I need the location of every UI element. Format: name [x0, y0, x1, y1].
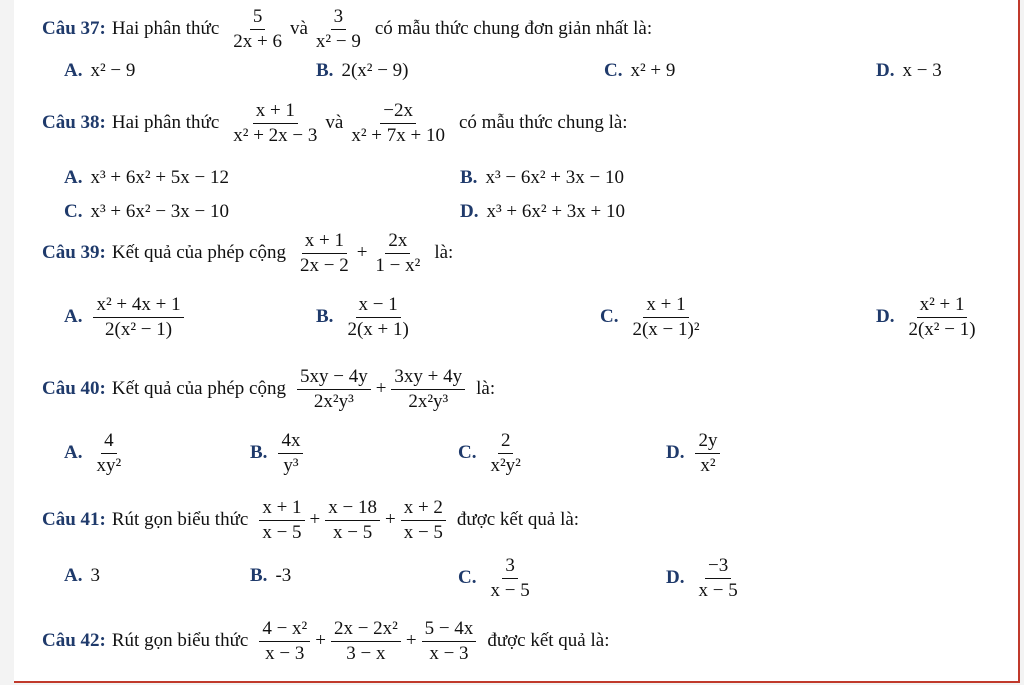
numerator: 4: [101, 430, 117, 454]
option-fraction: [93, 430, 124, 477]
option-38-a[interactable]: [64, 167, 229, 189]
option-label: D.: [666, 442, 685, 464]
option-label: B.: [250, 565, 268, 586]
denominator: 2x + 6: [233, 30, 282, 52]
question-tail: là:: [476, 378, 496, 400]
option-text: x − 3: [902, 60, 942, 81]
denominator: y³: [283, 454, 299, 476]
option-38-b[interactable]: [460, 167, 624, 189]
option-label: A.: [64, 167, 83, 188]
numerator: x + 1: [253, 100, 298, 124]
fraction-2: [391, 366, 465, 413]
option-37-b[interactable]: [316, 60, 409, 82]
option-fraction: [695, 430, 720, 477]
denominator: x²y²: [490, 454, 521, 476]
option-38-d[interactable]: [460, 201, 625, 223]
numerator: 5xy − 4y: [297, 366, 371, 390]
fraction-3: [422, 618, 477, 665]
option-fraction: [93, 294, 183, 341]
option-label: A.: [64, 565, 83, 586]
option-label: C.: [64, 201, 83, 222]
denominator: 3 − x: [346, 642, 386, 664]
option-41-b[interactable]: [250, 565, 291, 587]
denominator: x − 5: [403, 521, 443, 543]
denominator: x² + 7x + 10: [351, 124, 445, 146]
numerator: −3: [705, 555, 731, 579]
fraction-3: [401, 497, 446, 544]
numerator: 5 − 4x: [422, 618, 477, 642]
option-39-d[interactable]: [876, 294, 982, 341]
option-text: -3: [275, 565, 292, 586]
option-label: A.: [64, 442, 83, 464]
question-41: [42, 497, 579, 544]
numerator: x² + 1: [917, 294, 968, 318]
numerator: 3xy + 4y: [391, 366, 465, 390]
option-39-a[interactable]: [64, 294, 187, 341]
fraction-1: [297, 366, 371, 413]
question-40: [42, 366, 495, 413]
denominator: 2x²y³: [408, 390, 449, 412]
numerator: −2x: [380, 100, 416, 124]
fraction-1: [230, 100, 320, 147]
question-tail: có mẫu thức chung là:: [458, 112, 628, 134]
denominator: 2(x + 1): [347, 318, 409, 340]
option-label: A.: [64, 60, 83, 81]
numerator: 2x: [385, 230, 410, 254]
question-text: Kết quả của phép cộng: [111, 242, 286, 264]
option-label: C.: [600, 306, 619, 328]
denominator: 2(x² − 1): [908, 318, 976, 340]
option-39-b[interactable]: [316, 294, 415, 341]
connector: và: [325, 112, 344, 134]
option-40-a[interactable]: [64, 430, 127, 477]
question-42: [42, 618, 609, 665]
option-text: x² + 9: [630, 60, 676, 81]
question-label: Câu 37:: [42, 18, 106, 40]
option-41-a[interactable]: [64, 565, 100, 587]
question-text: Kết quả của phép cộng: [111, 378, 286, 400]
denominator: x − 5: [262, 521, 302, 543]
option-fraction: [905, 294, 978, 341]
fraction-2: [325, 497, 380, 544]
connector: +: [309, 509, 321, 531]
numerator: 2y: [695, 430, 720, 454]
question-text: Rút gọn biểu thức: [111, 630, 249, 652]
option-37-a[interactable]: [64, 60, 135, 82]
option-fraction: [344, 294, 411, 341]
fraction-2: [348, 100, 448, 147]
question-label: Câu 42:: [42, 630, 106, 652]
option-label: B.: [250, 442, 268, 464]
numerator: 3: [502, 555, 518, 579]
question-tail: có mẫu thức chung đơn giản nhất là:: [374, 18, 653, 40]
question-label: Câu 41:: [42, 509, 106, 531]
numerator: x² + 4x + 1: [93, 294, 183, 318]
denominator: 1 − x²: [375, 254, 421, 276]
option-41-d[interactable]: [666, 555, 744, 602]
question-label: Câu 38:: [42, 112, 106, 134]
denominator: 2x − 2: [299, 254, 349, 276]
numerator: 2x − 2x²: [331, 618, 401, 642]
option-fraction: [278, 430, 303, 477]
denominator: x² + 2x − 3: [233, 124, 318, 146]
numerator: 5: [250, 6, 266, 30]
option-label: A.: [64, 306, 83, 328]
option-fraction: [487, 430, 523, 477]
option-label: C.: [458, 442, 477, 464]
option-label: D.: [876, 60, 895, 81]
denominator: x − 3: [265, 642, 305, 664]
option-40-d[interactable]: [666, 430, 723, 477]
fraction-2: [331, 618, 401, 665]
numerator: x + 2: [401, 497, 446, 521]
connector: +: [384, 509, 396, 531]
connector: +: [356, 242, 368, 264]
question-tail: là:: [434, 242, 454, 264]
numerator: x + 1: [643, 294, 688, 318]
option-text: 2(x² − 9): [341, 60, 409, 81]
option-label: B.: [316, 306, 334, 328]
option-37-c[interactable]: [604, 60, 675, 82]
fraction-1: [230, 6, 285, 53]
option-text: x² − 9: [90, 60, 136, 81]
denominator: 2(x − 1)²: [632, 318, 700, 340]
option-text: x³ + 6x² + 5x − 12: [90, 167, 230, 188]
numerator: 2: [498, 430, 514, 454]
option-text: x³ + 6x² − 3x − 10: [90, 201, 230, 222]
denominator: x² − 9: [315, 30, 361, 52]
fraction-1: [259, 618, 310, 665]
option-text: x³ − 6x² + 3x − 10: [485, 167, 624, 188]
denominator: x²: [700, 454, 716, 476]
question-39: [42, 230, 453, 277]
fraction-2: [313, 6, 364, 53]
denominator: x − 5: [490, 579, 530, 601]
option-40-b[interactable]: [250, 430, 306, 477]
numerator: x − 1: [356, 294, 401, 318]
connector: +: [375, 378, 387, 400]
option-39-c[interactable]: [600, 294, 706, 341]
option-37-d[interactable]: [876, 60, 942, 82]
question-tail: được kết quả là:: [487, 630, 610, 652]
numerator: 4x: [278, 430, 303, 454]
numerator: x − 18: [325, 497, 380, 521]
option-fraction: [695, 555, 740, 602]
fraction-2: [372, 230, 423, 277]
connector: +: [315, 630, 326, 652]
option-fraction: [487, 555, 532, 602]
option-label: C.: [458, 567, 477, 589]
question-label: Câu 39:: [42, 242, 106, 264]
numerator: x + 1: [302, 230, 347, 254]
option-40-c[interactable]: [458, 430, 527, 477]
question-text: Rút gọn biểu thức: [111, 509, 249, 531]
denominator: x − 5: [333, 521, 373, 543]
question-38: [42, 100, 628, 147]
numerator: x + 1: [259, 497, 304, 521]
denominator: xy²: [96, 454, 122, 476]
numerator: 3: [331, 6, 347, 30]
connector: và: [289, 18, 308, 40]
option-label: D.: [666, 567, 685, 589]
question-label: Câu 40:: [42, 378, 106, 400]
numerator: 4 − x²: [259, 618, 310, 642]
question-37: [42, 6, 652, 53]
denominator: x − 3: [429, 642, 469, 664]
option-label: C.: [604, 60, 623, 81]
question-text: Hai phân thức: [111, 18, 220, 40]
option-text: x³ + 6x² + 3x + 10: [486, 201, 626, 222]
option-label: B.: [316, 60, 334, 81]
option-label: D.: [876, 306, 895, 328]
option-label: D.: [460, 201, 479, 222]
fraction-1: [297, 230, 352, 277]
denominator: x − 5: [698, 579, 738, 601]
option-text: 3: [90, 565, 100, 586]
denominator: 2(x² − 1): [105, 318, 173, 340]
fraction-1: [259, 497, 304, 544]
option-41-c[interactable]: [458, 555, 536, 602]
denominator: 2x²y³: [313, 390, 354, 412]
question-text: Hai phân thức: [111, 112, 220, 134]
option-fraction: [629, 294, 702, 341]
connector: +: [405, 630, 417, 652]
option-38-c[interactable]: [64, 201, 229, 223]
question-tail: được kết quả là:: [456, 509, 580, 531]
option-label: B.: [460, 167, 478, 188]
